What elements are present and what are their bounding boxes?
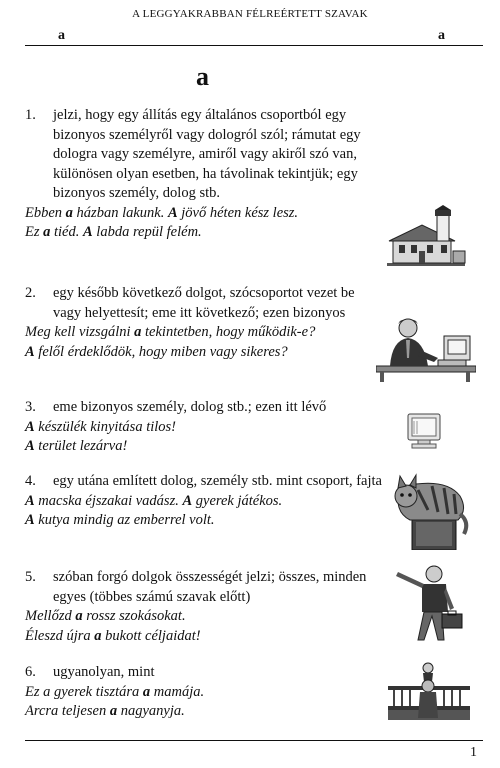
entry-1 (25, 106, 385, 243)
section-letter: a (196, 62, 209, 91)
guide-word-left: a (58, 28, 65, 43)
entry-number: 1. (25, 107, 36, 123)
child-on-shoulders-picture (388, 660, 470, 720)
entry-number: 3. (25, 399, 36, 415)
example-sentence: Ebben a házban lakunk. A jövő héten kész lesz. (25, 204, 299, 221)
example-sentence: A készülék kinyitása tilos! (25, 418, 177, 435)
example-sentence: A macska éjszakai vadász. A gyerek játékos. (25, 492, 283, 509)
example-sentence: A felől érdeklődök, hogy miben vagy sikeres? (25, 343, 288, 360)
entry-2 (25, 284, 385, 362)
office-worker-picture (376, 312, 476, 382)
cat-on-box-picture (388, 470, 470, 550)
entry-4 (25, 472, 385, 531)
computer-monitor-picture (404, 412, 444, 450)
entry-number: 4. (25, 473, 36, 489)
entry-definition: eme bizonyos személy, dolog stb.; ezen itt lévő (53, 399, 327, 415)
lighthouse-house-picture (385, 205, 467, 267)
entry-definition: ugyanolyan, mint (53, 664, 155, 680)
entry-number: 6. (25, 664, 36, 680)
example-sentence: Ez a gyerek tisztára a mamája. (25, 683, 205, 700)
entry-3 (25, 398, 385, 457)
example-sentence: Éleszd újra a bukott céljaidat! (25, 627, 201, 644)
entry-definition: egy utána említett dolog, személy stb. mint csoport, fajta (53, 473, 382, 489)
example-sentence: Arcra teljesen a nagyanyja. (25, 703, 185, 719)
entry-6 (25, 663, 385, 722)
man-with-briefcase-picture (394, 562, 466, 644)
entry-definition: egy később következő dolgot, szócsoportot vezet be vagy helyettesít; eme itt következő; ezen bizonyos (53, 285, 355, 321)
entry-number: 2. (25, 285, 36, 301)
example-sentence: Meg kell vizsgálni a tekintetben, hogy működik-e? (25, 324, 316, 340)
header-rule (25, 45, 483, 46)
header-title: A LEGGYAKRABBAN FÉLREÉRTETT SZAVAK (132, 8, 368, 20)
example-sentence: A kutya mindig az emberrel volt. (25, 512, 215, 528)
entry-5 (25, 568, 385, 646)
page-number: 1 (470, 745, 477, 760)
entry-definition: szóban forgó dolgok összességét jelzi; összes, minden egyes (többes számú szavak előtt) (53, 569, 367, 605)
example-sentence: Mellőzd a rossz szokásokat. (25, 608, 186, 624)
footer-rule (25, 740, 483, 741)
entry-number: 5. (25, 569, 36, 585)
example-sentence: Ez a tiéd. A labda repül felém. (25, 224, 202, 240)
guide-word-right: a (438, 28, 445, 43)
example-sentence: A terület lezárva! (25, 438, 128, 454)
entry-definition: jelzi, hogy egy állítás egy általános csoportból egy bizonyos személyről vagy dologról szól; rámutat egy dologra vagy személyre, amiről vagy akiről szó van, különösen olyan esetben, ha távolinak tekintjük; egy bizonyos személy, dolog stb. (53, 107, 361, 201)
